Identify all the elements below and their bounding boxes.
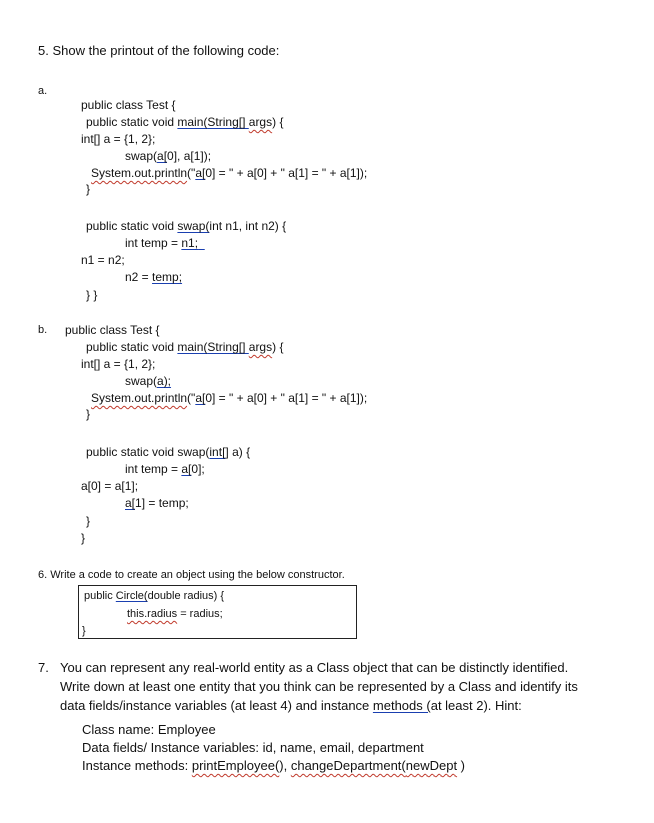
code-line: swap(a);	[125, 374, 172, 388]
code-line: a[0] = a[1];	[81, 479, 139, 493]
hint-data-fields: Data fields/ Instance variables: id, name, email, department	[82, 740, 424, 755]
code-line: public static void main(String[] args) {	[86, 340, 284, 354]
code-line: int[] a = {1, 2};	[81, 357, 156, 371]
q7-line: Write down at least one entity that you think can be represented by a Class and identify its	[60, 679, 578, 694]
code-line: a[1] = temp;	[125, 496, 189, 510]
code-line: public static void swap(int n1, int n2) {	[86, 219, 287, 233]
hint-class-name: Class name: Employee	[82, 722, 216, 737]
code-line: int temp = a[0];	[125, 462, 205, 476]
code-line: }	[86, 407, 91, 421]
q5-title: 5. Show the printout of the following code:	[38, 43, 280, 58]
code-line: n1 = n2;	[81, 253, 125, 267]
code-line: this.radius = radius;	[127, 608, 223, 620]
hint-methods: Instance methods: printEmployee(), changeDepartment(newDept )	[82, 758, 466, 773]
code-line: }	[81, 531, 86, 545]
q7-line: You can represent any real-world entity as a Class object that can be distinctly identified.	[60, 660, 569, 675]
code-line: public class Test {	[81, 98, 176, 112]
code-line: System.out.println("a[0] = " + a[0] + " a[1] = " + a[1]);	[91, 391, 368, 405]
code-line: }	[86, 182, 91, 196]
code-line: n2 = temp;	[125, 270, 183, 284]
code-line: public Circle(double radius) {	[84, 590, 225, 602]
q7-number: 7.	[38, 660, 49, 675]
code-line: int temp = n1;	[125, 236, 199, 250]
code-line: }	[82, 625, 86, 637]
part-b-label: b.	[38, 324, 48, 336]
code-line: public static void main(String[] args) {	[86, 115, 284, 129]
code-line: swap(a[0], a[1]);	[125, 149, 212, 163]
code-line: public class Test {	[65, 323, 160, 337]
part-a-label: a.	[38, 85, 48, 97]
code-line: System.out.println("a[0] = " + a[0] + " a[1] = " + a[1]);	[91, 166, 368, 180]
q6-title: 6. Write a code to create an object using the below constructor.	[38, 569, 345, 581]
q7-line: data fields/instance variables (at least 4) and instance methods (at least 2). Hint:	[60, 698, 522, 713]
code-line: public static void swap(int[] a) {	[86, 445, 251, 459]
code-line: }	[86, 514, 91, 528]
code-line: } }	[86, 288, 98, 302]
code-line: int[] a = {1, 2};	[81, 132, 156, 146]
